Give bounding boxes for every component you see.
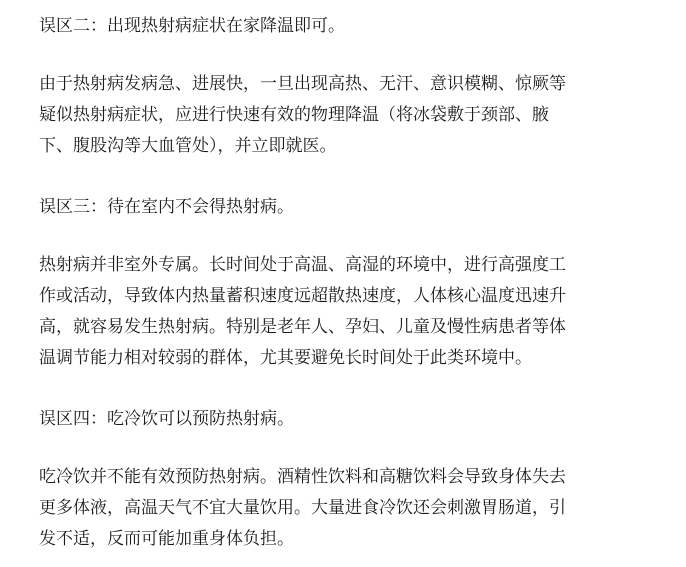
paragraph-line: 热射病并非室外专属。长时间处于高温、高湿的环境中，进行高强度工	[39, 255, 566, 275]
article-body	[39, 12, 659, 555]
paragraph-line: 下、腹股沟等大血管处），并立即就医。	[39, 136, 337, 156]
section-paragraph-myth-2	[39, 69, 659, 162]
paragraph-line: 作或活动，导致体内热量蓄积速度远超散热速度，人体核心温度迅速升	[39, 286, 566, 306]
section-paragraph-myth-3	[39, 250, 659, 374]
paragraph-line: 疑似热射病症状，应进行快速有效的物理降温（将冰袋敷于颈部、腋	[39, 105, 549, 125]
section-paragraph-myth-4	[39, 462, 659, 555]
paragraph-line: 高，就容易发生热射病。特别是老年人、孕妇、儿童及慢性病患者等体	[39, 317, 566, 337]
paragraph-line: 温调节能力相对较弱的群体，尤其要避免长时间处于此类环境中。	[39, 348, 532, 368]
paragraph-line: 更多体液，高温天气不宜大量饮用。大量进食冷饮还会刺激胃肠道，引	[39, 498, 566, 518]
paragraph-line: 由于热射病发病急、进展快，一旦出现高热、无汗、意识模糊、惊厥等	[39, 74, 566, 94]
paragraph-line: 吃冷饮并不能有效预防热射病。酒精性饮料和高糖饮料会导致身体失去	[39, 467, 566, 487]
section-heading-myth-3: 误区三：待在室内不会得热射病。	[39, 197, 294, 217]
paragraph-line: 发不适，反而可能加重身体负担。	[39, 529, 294, 549]
section-heading-myth-2: 误区二：出现热射病症状在家降温即可。	[39, 16, 345, 36]
section-heading-myth-4: 误区四：吃冷饮可以预防热射病。	[39, 409, 294, 429]
